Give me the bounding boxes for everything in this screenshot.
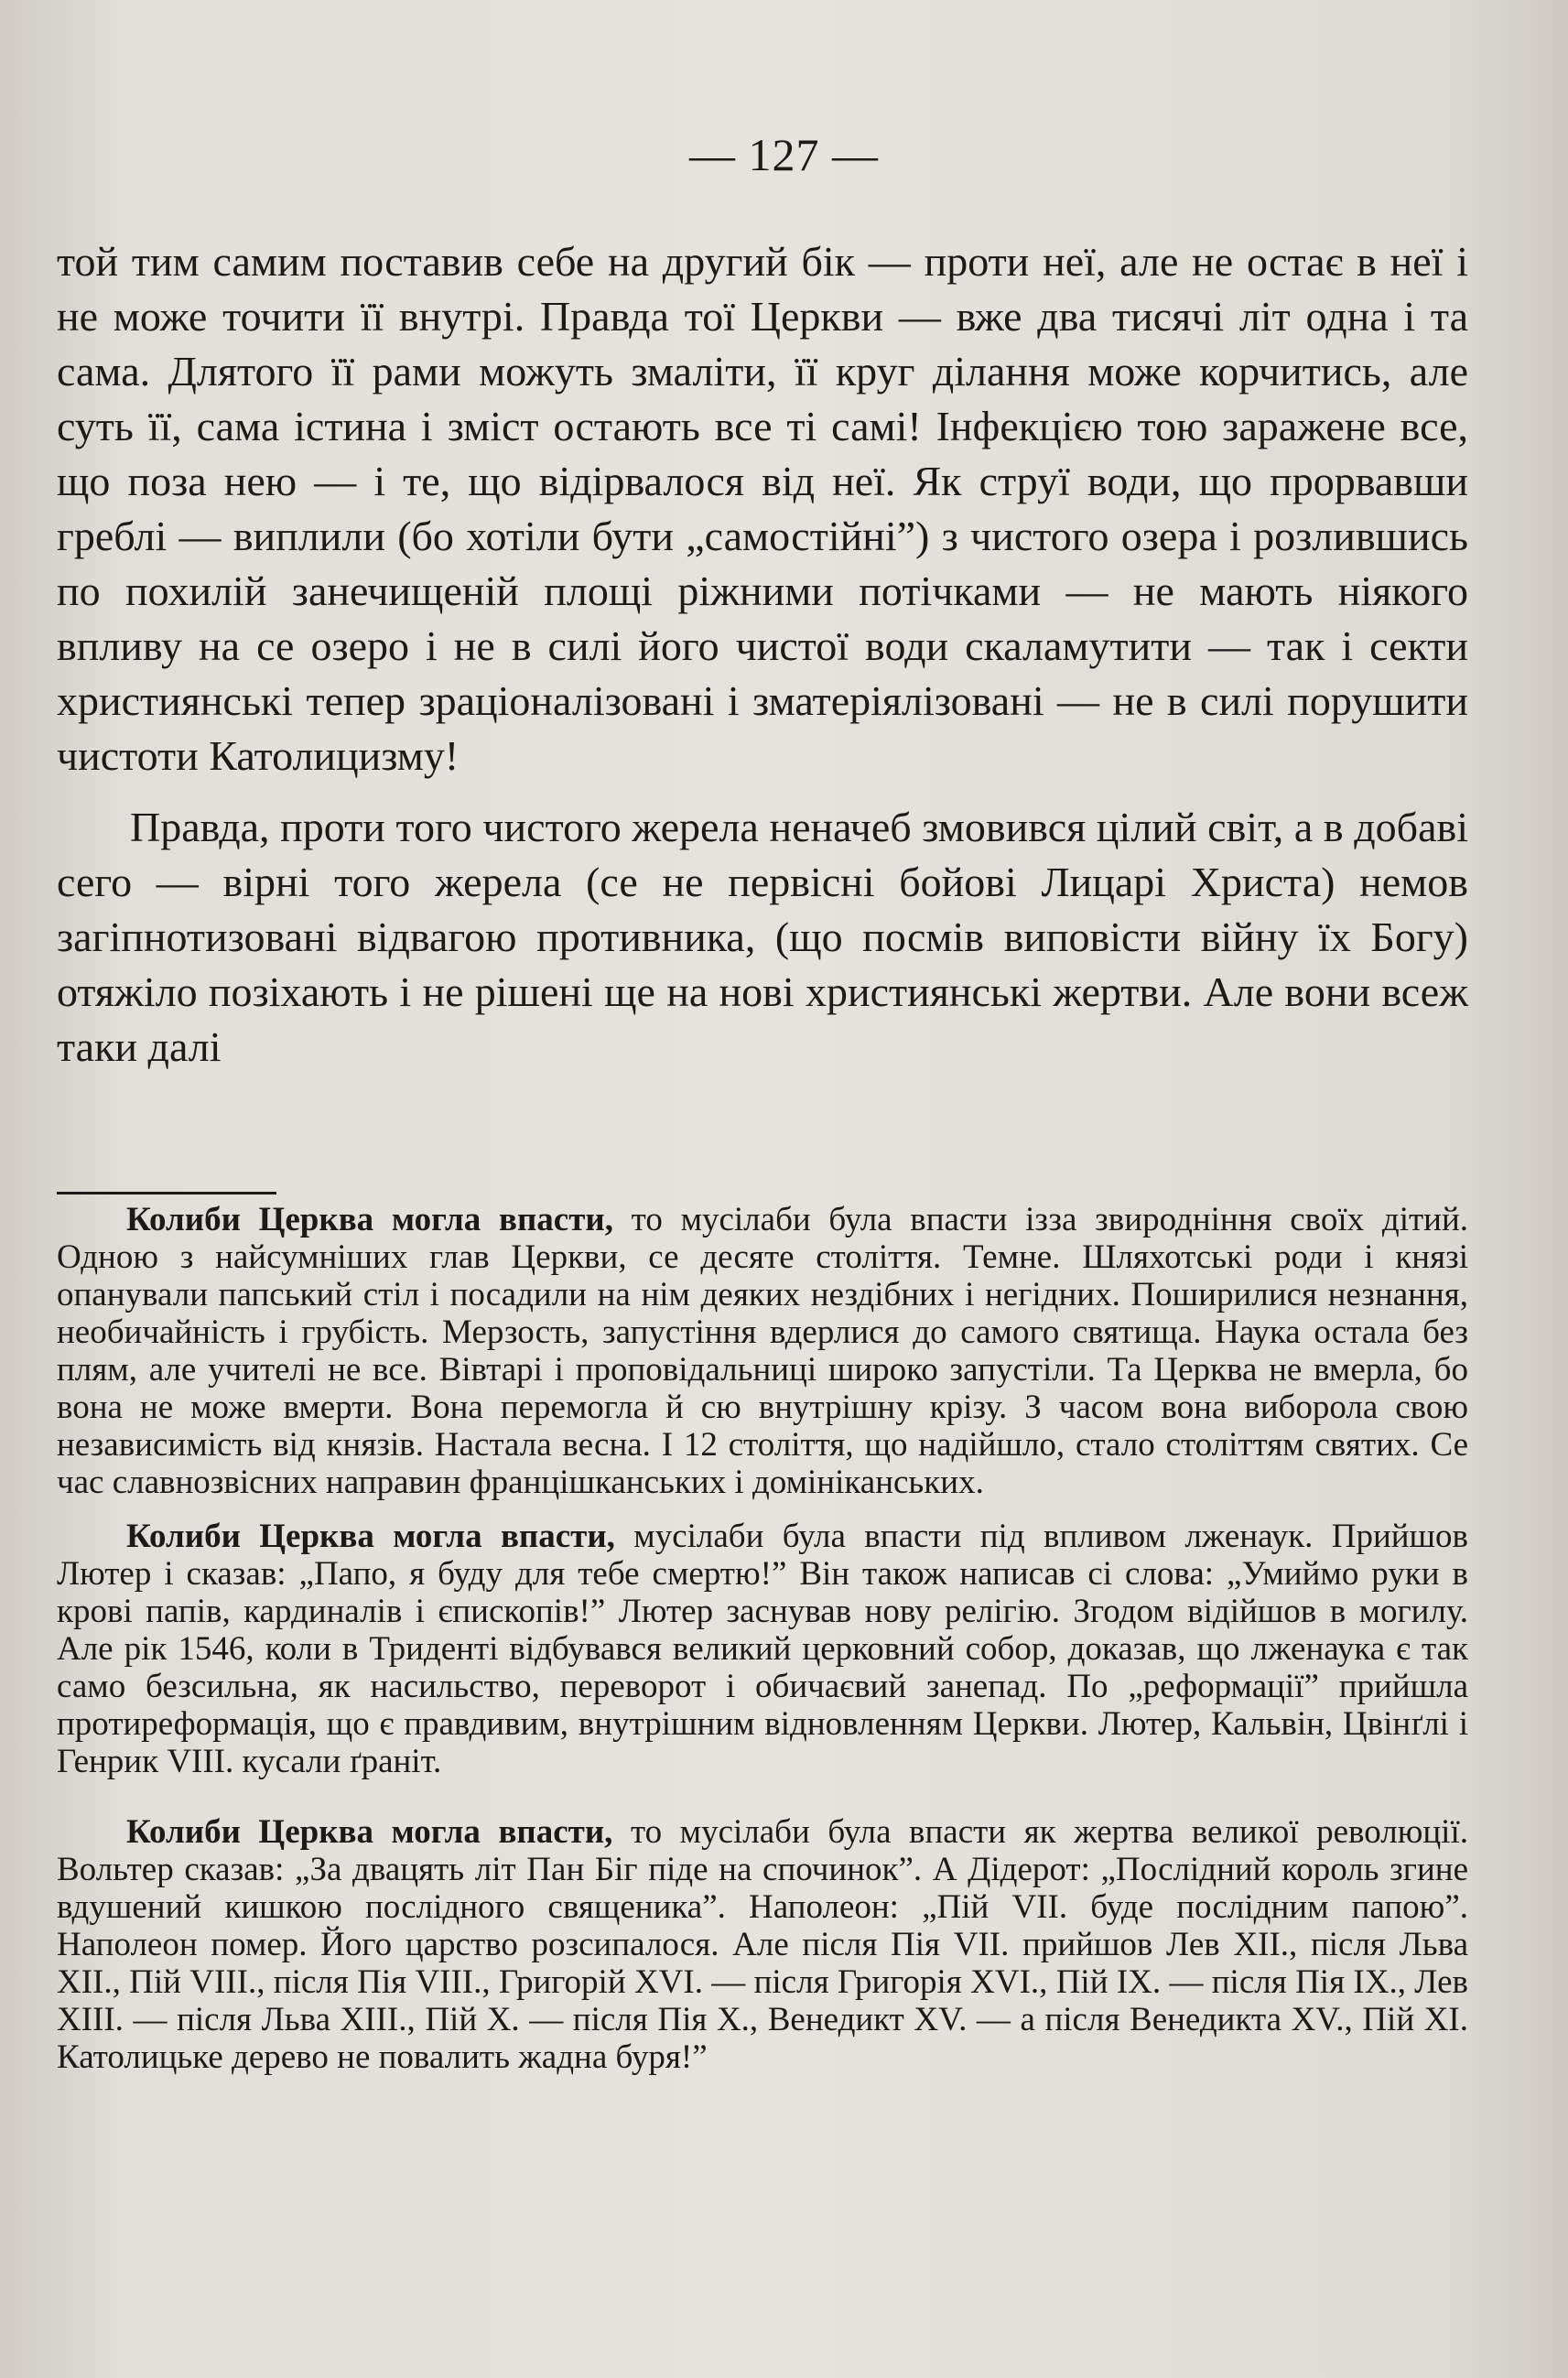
footnote-1 (57, 1201, 1468, 1501)
main-paragraph-1: той тим самим поставив себе на другий бік — проти неї, але не остає в неї і не може точити її внутрі. Правда тої Церкви — вже два тисячі літ одна і та сама. Длятого її рами можуть змаліти, її круг ділання може корчитись, але суть її, сама істина і зміст остають все ті самі! Інфекцією тою заражене все, що поза нею — і те, що відірвалося від неї. Як струї води, що прорвавши греблі — виплили (бо хотіли бути „самостійні”) з чистого озера і розлившись по похилій занечищеній площі ріжними потічками — не мають ніякого впливу на се озеро і не в силі його чистої води скаламутити — так і секти християнські тепер зраціоналізовані і зматеріялізовані — не в силі порушити чистоти Католицизму! (57, 238, 1468, 779)
footnote-3-lead: Колиби Церква могла впасти, (126, 1813, 613, 1851)
footnote-separator (57, 1192, 276, 1194)
footnote-3 (57, 1813, 1468, 2076)
footnote-2 (57, 1518, 1468, 1780)
footnote-1-lead: Колиби Церква могла впасти, (126, 1201, 613, 1238)
main-text (57, 234, 1468, 1075)
footnote-3-text: то мусілаби була впасти як жертва великої революції. Вольтер сказав: „За двацять літ Пан Біг піде на спочинок”. А Дідерот: „Послідний король згине вдушений кишкою послідного священика”. Наполеон: „Пій VII. буде послідним папою”. Наполеон помер. Його царство розсипалося. Але після Пія VII. прийшов Лев XII., після Льва XII., Пій VIII., після Пія VIII., Григорій XVI. — після Григорія XVI., Пій IX. — після Пія IX., Лев XIII. — після Льва XIII., Пій X. — після Пія X., Венедикт XV. — а після Венедикта XV., Пій XI. Католицьке дерево не повалить жадна буря!” (57, 1813, 1468, 2076)
page-number: — 127 — (689, 129, 879, 180)
footnote-2-lead: Колиби Церква могла впасти, (126, 1518, 615, 1555)
footnote-1-text: то мусілаби була впасти ізза звиродніння своїх дітий. Одною з найсумніших глав Церкви, се десяте століття. Темне. Шляхотські роди і князі опанували папський стіл і посадили на нім деяких нездібних і негідних. Поширилися незнання, необичайність і грубість. Мерзость, запустіння вдерлися до самого святища. Наука остала без плям, але учителі не все. Вівтарі і проповідальниці широко запустіли. Та Церква не вмерла, бо вона не може вмерти. Вона перемогла й сю внутрішну крізу. З часом вона виборола свою независимість від князів. Настала весна. І 12 століття, що надійшло, стало століттям святих. Се час славнозвісних направин францішканських і домініканських. (57, 1201, 1468, 1501)
main-paragraph-2: Правда, проти того чистого жерела неначеб змовився цілий світ, а в добаві сего — вірні того жерела (се не первісні бойові Лицарі Христа) немов загіпнотизовані відвагою противника, (що посмів виповісти війну їх Богу) отяжіло позіхають і не рішені ще на нові християнські жертви. Але вони всеж таки далі (57, 804, 1468, 1070)
footnote-2-text: мусілаби була впасти під впливом лженаук. Прийшов Лютер і сказав: „Папо, я буду для тебе смертю!” Він також написав сі слова: „Умиймо руки в крові папів, кардиналів і єпископів!” Лютер заснував нову релігію. Згодом відійшов в могилу. Але рік 1546, коли в Триденті відбувався великий церковний собор, доказав, що лженаука є так само безсильна, як насильство, переворот і обичаєвий занепад. По „реформації” прийшла протиреформація, що є правдивим, внутрішним відновленням Церкви. Лютер, Кальвін, Цвінґлі і Генрик VIII. кусали ґраніт. (57, 1518, 1469, 1780)
footnotes (57, 1201, 1468, 2092)
